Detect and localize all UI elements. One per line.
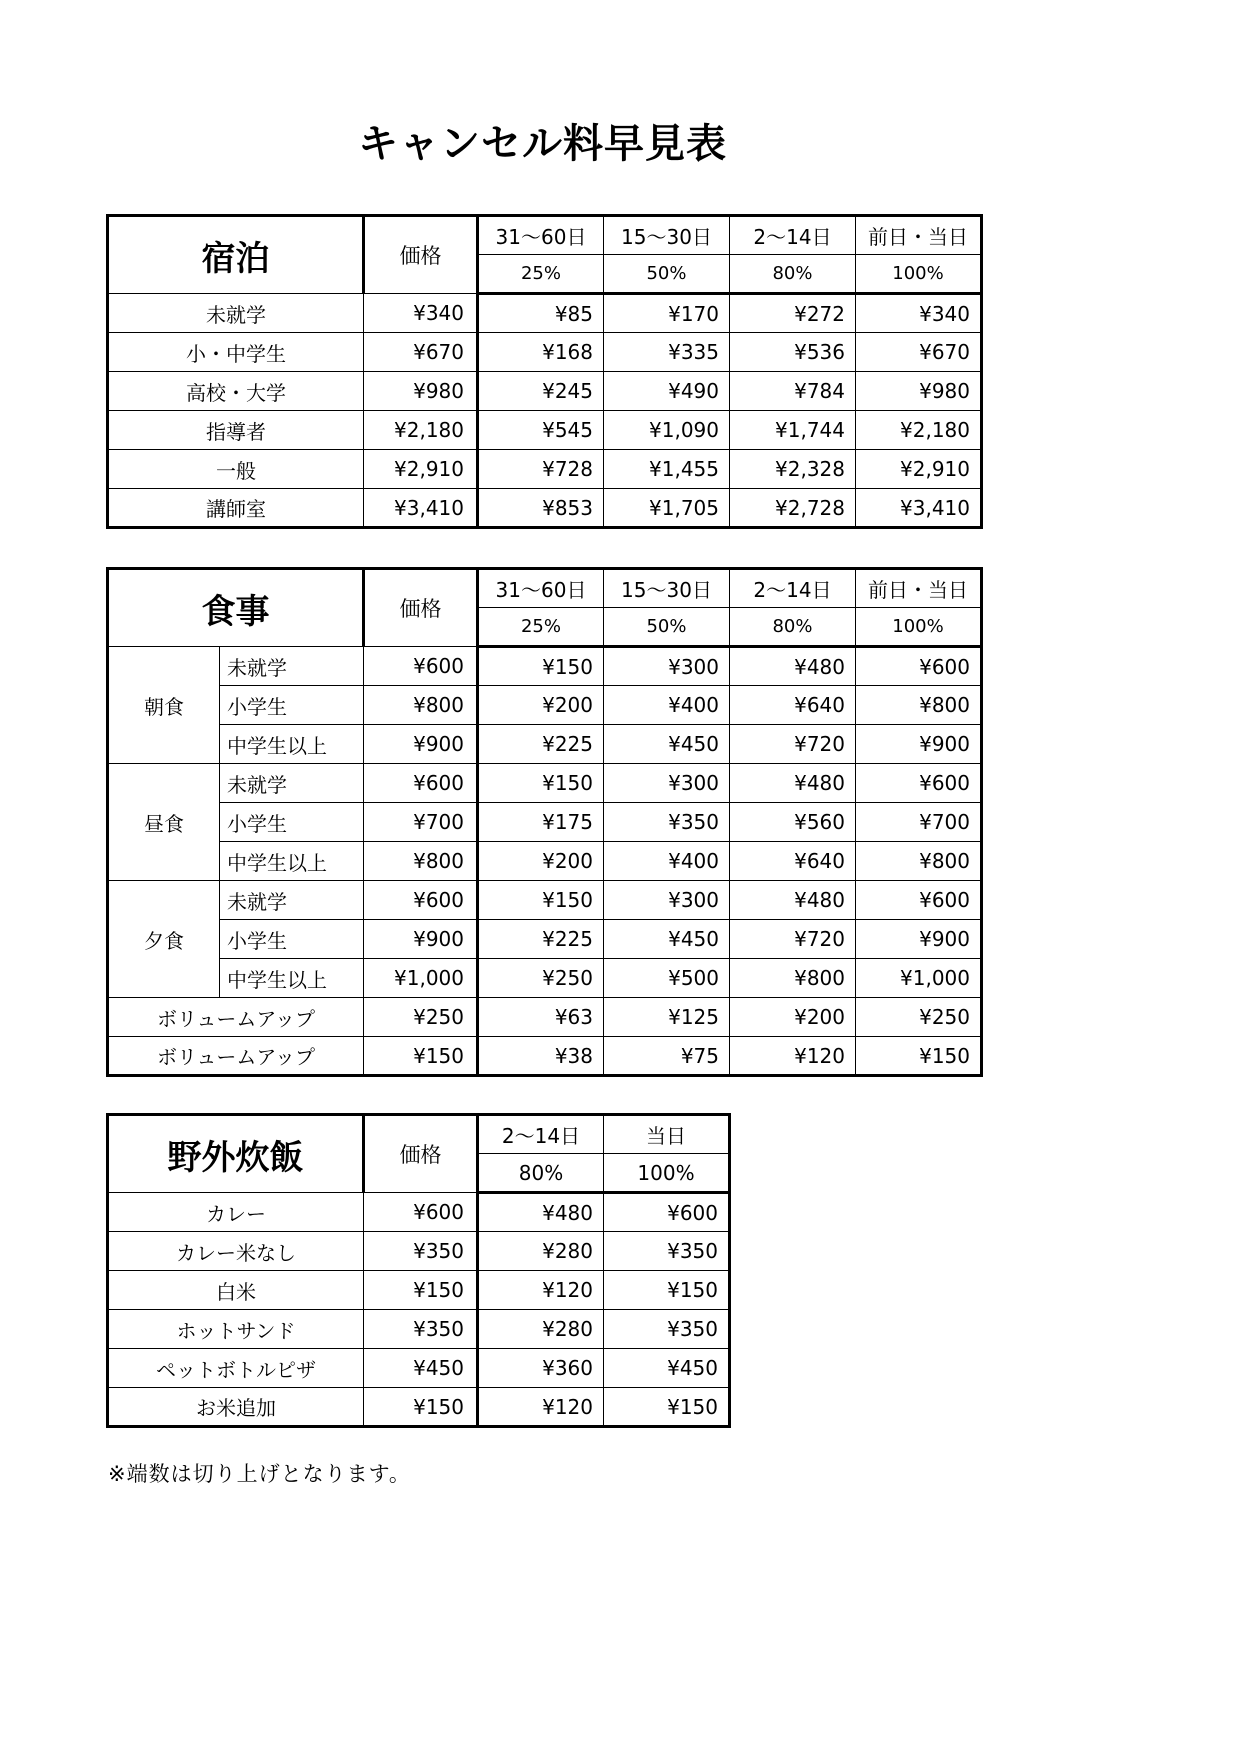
table-row — [108, 1349, 730, 1388]
price-cell: ¥900 — [364, 725, 478, 764]
fee-cell: ¥480 — [730, 647, 856, 686]
table-row — [108, 920, 982, 959]
fee-cell: ¥560 — [730, 803, 856, 842]
meals-heading: 食事 — [108, 569, 364, 647]
rounding-note: ※端数は切り上げとなります。 — [108, 1462, 411, 1486]
table-row — [108, 1388, 730, 1427]
lodging-table — [106, 214, 983, 529]
table-row — [108, 1193, 730, 1232]
fee-cell: ¥728 — [478, 450, 604, 489]
row-label: 小学生 — [220, 686, 364, 725]
rate-header: 80% — [478, 1154, 604, 1193]
row-label: 小・中学生 — [108, 333, 364, 372]
table-row — [108, 489, 982, 528]
table-row — [108, 803, 982, 842]
fee-cell: ¥200 — [478, 686, 604, 725]
fee-cell: ¥400 — [604, 686, 730, 725]
fee-cell: ¥800 — [856, 842, 982, 881]
price-cell: ¥980 — [364, 372, 478, 411]
fee-cell: ¥900 — [856, 725, 982, 764]
row-label: 未就学 — [220, 881, 364, 920]
fee-cell: ¥150 — [604, 1271, 730, 1310]
fee-cell: ¥400 — [604, 842, 730, 881]
price-cell: ¥600 — [364, 1193, 478, 1232]
rate-header: 25% — [478, 255, 604, 294]
fee-cell: ¥450 — [604, 725, 730, 764]
price-cell: ¥800 — [364, 686, 478, 725]
fee-cell: ¥600 — [856, 764, 982, 803]
row-label: 未就学 — [108, 294, 364, 333]
row-label: 中学生以上 — [220, 725, 364, 764]
fee-cell: ¥450 — [604, 1349, 730, 1388]
fee-cell: ¥120 — [478, 1271, 604, 1310]
row-label: 小学生 — [220, 803, 364, 842]
price-cell: ¥3,410 — [364, 489, 478, 528]
fee-cell: ¥1,090 — [604, 411, 730, 450]
table-row — [108, 333, 982, 372]
outdoor-cooking-table — [106, 1113, 731, 1428]
meal-group-label: 夕食 — [108, 881, 220, 998]
period-header: 当日 — [604, 1115, 730, 1154]
fee-cell: ¥784 — [730, 372, 856, 411]
fee-cell: ¥150 — [604, 1388, 730, 1427]
table-row — [108, 372, 982, 411]
fee-cell: ¥480 — [730, 881, 856, 920]
page-title: キャンセル料早見表 — [358, 121, 727, 167]
fee-cell: ¥360 — [478, 1349, 604, 1388]
fee-cell: ¥150 — [856, 1037, 982, 1076]
fee-cell: ¥2,180 — [856, 411, 982, 450]
fee-cell: ¥272 — [730, 294, 856, 333]
fee-cell: ¥640 — [730, 842, 856, 881]
row-label: ボリュームアップ — [108, 998, 364, 1037]
row-label: 未就学 — [220, 764, 364, 803]
fee-cell: ¥200 — [730, 998, 856, 1037]
fee-cell: ¥250 — [478, 959, 604, 998]
fee-cell: ¥800 — [730, 959, 856, 998]
fee-cell: ¥300 — [604, 881, 730, 920]
row-label: ボリュームアップ — [108, 1037, 364, 1076]
fee-cell: ¥340 — [856, 294, 982, 333]
price-cell: ¥800 — [364, 842, 478, 881]
table-row — [108, 998, 982, 1037]
row-label: 未就学 — [220, 647, 364, 686]
price-cell: ¥700 — [364, 803, 478, 842]
rate-header: 100% — [856, 608, 982, 647]
meal-group-label: 昼食 — [108, 764, 220, 881]
price-header: 価格 — [364, 1115, 478, 1193]
fee-cell: ¥63 — [478, 998, 604, 1037]
fee-cell: ¥490 — [604, 372, 730, 411]
price-cell: ¥600 — [364, 764, 478, 803]
fee-cell: ¥280 — [478, 1310, 604, 1349]
rate-header: 50% — [604, 608, 730, 647]
fee-cell: ¥1,705 — [604, 489, 730, 528]
rate-header: 100% — [856, 255, 982, 294]
fee-cell: ¥350 — [604, 803, 730, 842]
fee-cell: ¥120 — [478, 1388, 604, 1427]
price-cell: ¥150 — [364, 1037, 478, 1076]
fee-cell: ¥245 — [478, 372, 604, 411]
row-label: ホットサンド — [108, 1310, 364, 1349]
fee-cell: ¥350 — [604, 1232, 730, 1271]
fee-cell: ¥85 — [478, 294, 604, 333]
table-row — [108, 294, 982, 333]
fee-cell: ¥536 — [730, 333, 856, 372]
fee-cell: ¥700 — [856, 803, 982, 842]
row-label: カレー — [108, 1193, 364, 1232]
fee-cell: ¥480 — [478, 1193, 604, 1232]
table-row — [108, 725, 982, 764]
table-row — [108, 686, 982, 725]
fee-cell: ¥250 — [856, 998, 982, 1037]
meals-table — [106, 567, 983, 1077]
price-cell: ¥150 — [364, 1388, 478, 1427]
fee-cell: ¥1,455 — [604, 450, 730, 489]
table-row — [108, 411, 982, 450]
fee-cell: ¥335 — [604, 333, 730, 372]
fee-cell: ¥980 — [856, 372, 982, 411]
fee-cell: ¥640 — [730, 686, 856, 725]
price-cell: ¥600 — [364, 647, 478, 686]
price-header: 価格 — [364, 569, 478, 647]
row-label: 指導者 — [108, 411, 364, 450]
table-row — [108, 842, 982, 881]
fee-cell: ¥280 — [478, 1232, 604, 1271]
fee-cell: ¥2,728 — [730, 489, 856, 528]
period-header: 31〜60日 — [478, 569, 604, 608]
fee-cell: ¥600 — [856, 647, 982, 686]
row-label: ペットボトルピザ — [108, 1349, 364, 1388]
row-label: 中学生以上 — [220, 959, 364, 998]
fee-cell: ¥38 — [478, 1037, 604, 1076]
rate-header: 25% — [478, 608, 604, 647]
period-header: 2〜14日 — [730, 216, 856, 255]
price-cell: ¥350 — [364, 1310, 478, 1349]
table-row — [108, 1271, 730, 1310]
fee-cell: ¥500 — [604, 959, 730, 998]
table-row — [108, 764, 982, 803]
fee-cell: ¥175 — [478, 803, 604, 842]
rate-header: 50% — [604, 255, 730, 294]
row-label: 講師室 — [108, 489, 364, 528]
row-label: 白米 — [108, 1271, 364, 1310]
row-label: 高校・大学 — [108, 372, 364, 411]
fee-cell: ¥150 — [478, 647, 604, 686]
period-header: 15〜30日 — [604, 216, 730, 255]
period-header: 2〜14日 — [478, 1115, 604, 1154]
fee-cell: ¥600 — [856, 881, 982, 920]
rate-header: 80% — [730, 255, 856, 294]
fee-cell: ¥900 — [856, 920, 982, 959]
fee-cell: ¥225 — [478, 920, 604, 959]
fee-cell: ¥720 — [730, 725, 856, 764]
fee-cell: ¥545 — [478, 411, 604, 450]
fee-cell: ¥300 — [604, 764, 730, 803]
price-cell: ¥350 — [364, 1232, 478, 1271]
fee-cell: ¥670 — [856, 333, 982, 372]
period-header: 31〜60日 — [478, 216, 604, 255]
period-header: 前日・当日 — [856, 569, 982, 608]
price-cell: ¥340 — [364, 294, 478, 333]
table-row — [108, 647, 982, 686]
price-header: 価格 — [364, 216, 478, 294]
row-label: 一般 — [108, 450, 364, 489]
fee-cell: ¥120 — [730, 1037, 856, 1076]
fee-cell: ¥350 — [604, 1310, 730, 1349]
fee-cell: ¥480 — [730, 764, 856, 803]
fee-cell: ¥3,410 — [856, 489, 982, 528]
fee-cell: ¥2,910 — [856, 450, 982, 489]
fee-cell: ¥150 — [478, 764, 604, 803]
price-cell: ¥600 — [364, 881, 478, 920]
fee-cell: ¥225 — [478, 725, 604, 764]
row-label: 小学生 — [220, 920, 364, 959]
rate-header: 100% — [604, 1154, 730, 1193]
price-cell: ¥150 — [364, 1271, 478, 1310]
fee-cell: ¥2,328 — [730, 450, 856, 489]
fee-cell: ¥125 — [604, 998, 730, 1037]
price-cell: ¥670 — [364, 333, 478, 372]
price-cell: ¥900 — [364, 920, 478, 959]
fee-cell: ¥300 — [604, 647, 730, 686]
fee-cell: ¥1,000 — [856, 959, 982, 998]
rate-header: 80% — [730, 608, 856, 647]
fee-cell: ¥600 — [604, 1193, 730, 1232]
period-header: 前日・当日 — [856, 216, 982, 255]
lodging-heading: 宿泊 — [108, 216, 364, 294]
period-header: 15〜30日 — [604, 569, 730, 608]
outdoor-heading: 野外炊飯 — [108, 1115, 364, 1193]
fee-cell: ¥150 — [478, 881, 604, 920]
table-row — [108, 1310, 730, 1349]
fee-cell: ¥450 — [604, 920, 730, 959]
fee-cell: ¥170 — [604, 294, 730, 333]
fee-cell: ¥720 — [730, 920, 856, 959]
table-row — [108, 881, 982, 920]
table-row — [108, 1232, 730, 1271]
meal-group-label: 朝食 — [108, 647, 220, 764]
fee-cell: ¥168 — [478, 333, 604, 372]
fee-cell: ¥1,744 — [730, 411, 856, 450]
period-header: 2〜14日 — [730, 569, 856, 608]
table-row — [108, 959, 982, 998]
table-row — [108, 450, 982, 489]
row-label: お米追加 — [108, 1388, 364, 1427]
price-cell: ¥250 — [364, 998, 478, 1037]
fee-cell: ¥800 — [856, 686, 982, 725]
price-cell: ¥2,180 — [364, 411, 478, 450]
fee-cell: ¥75 — [604, 1037, 730, 1076]
row-label: 中学生以上 — [220, 842, 364, 881]
table-row — [108, 1037, 982, 1076]
row-label: カレー米なし — [108, 1232, 364, 1271]
price-cell: ¥2,910 — [364, 450, 478, 489]
price-cell: ¥450 — [364, 1349, 478, 1388]
price-cell: ¥1,000 — [364, 959, 478, 998]
fee-cell: ¥853 — [478, 489, 604, 528]
fee-cell: ¥200 — [478, 842, 604, 881]
